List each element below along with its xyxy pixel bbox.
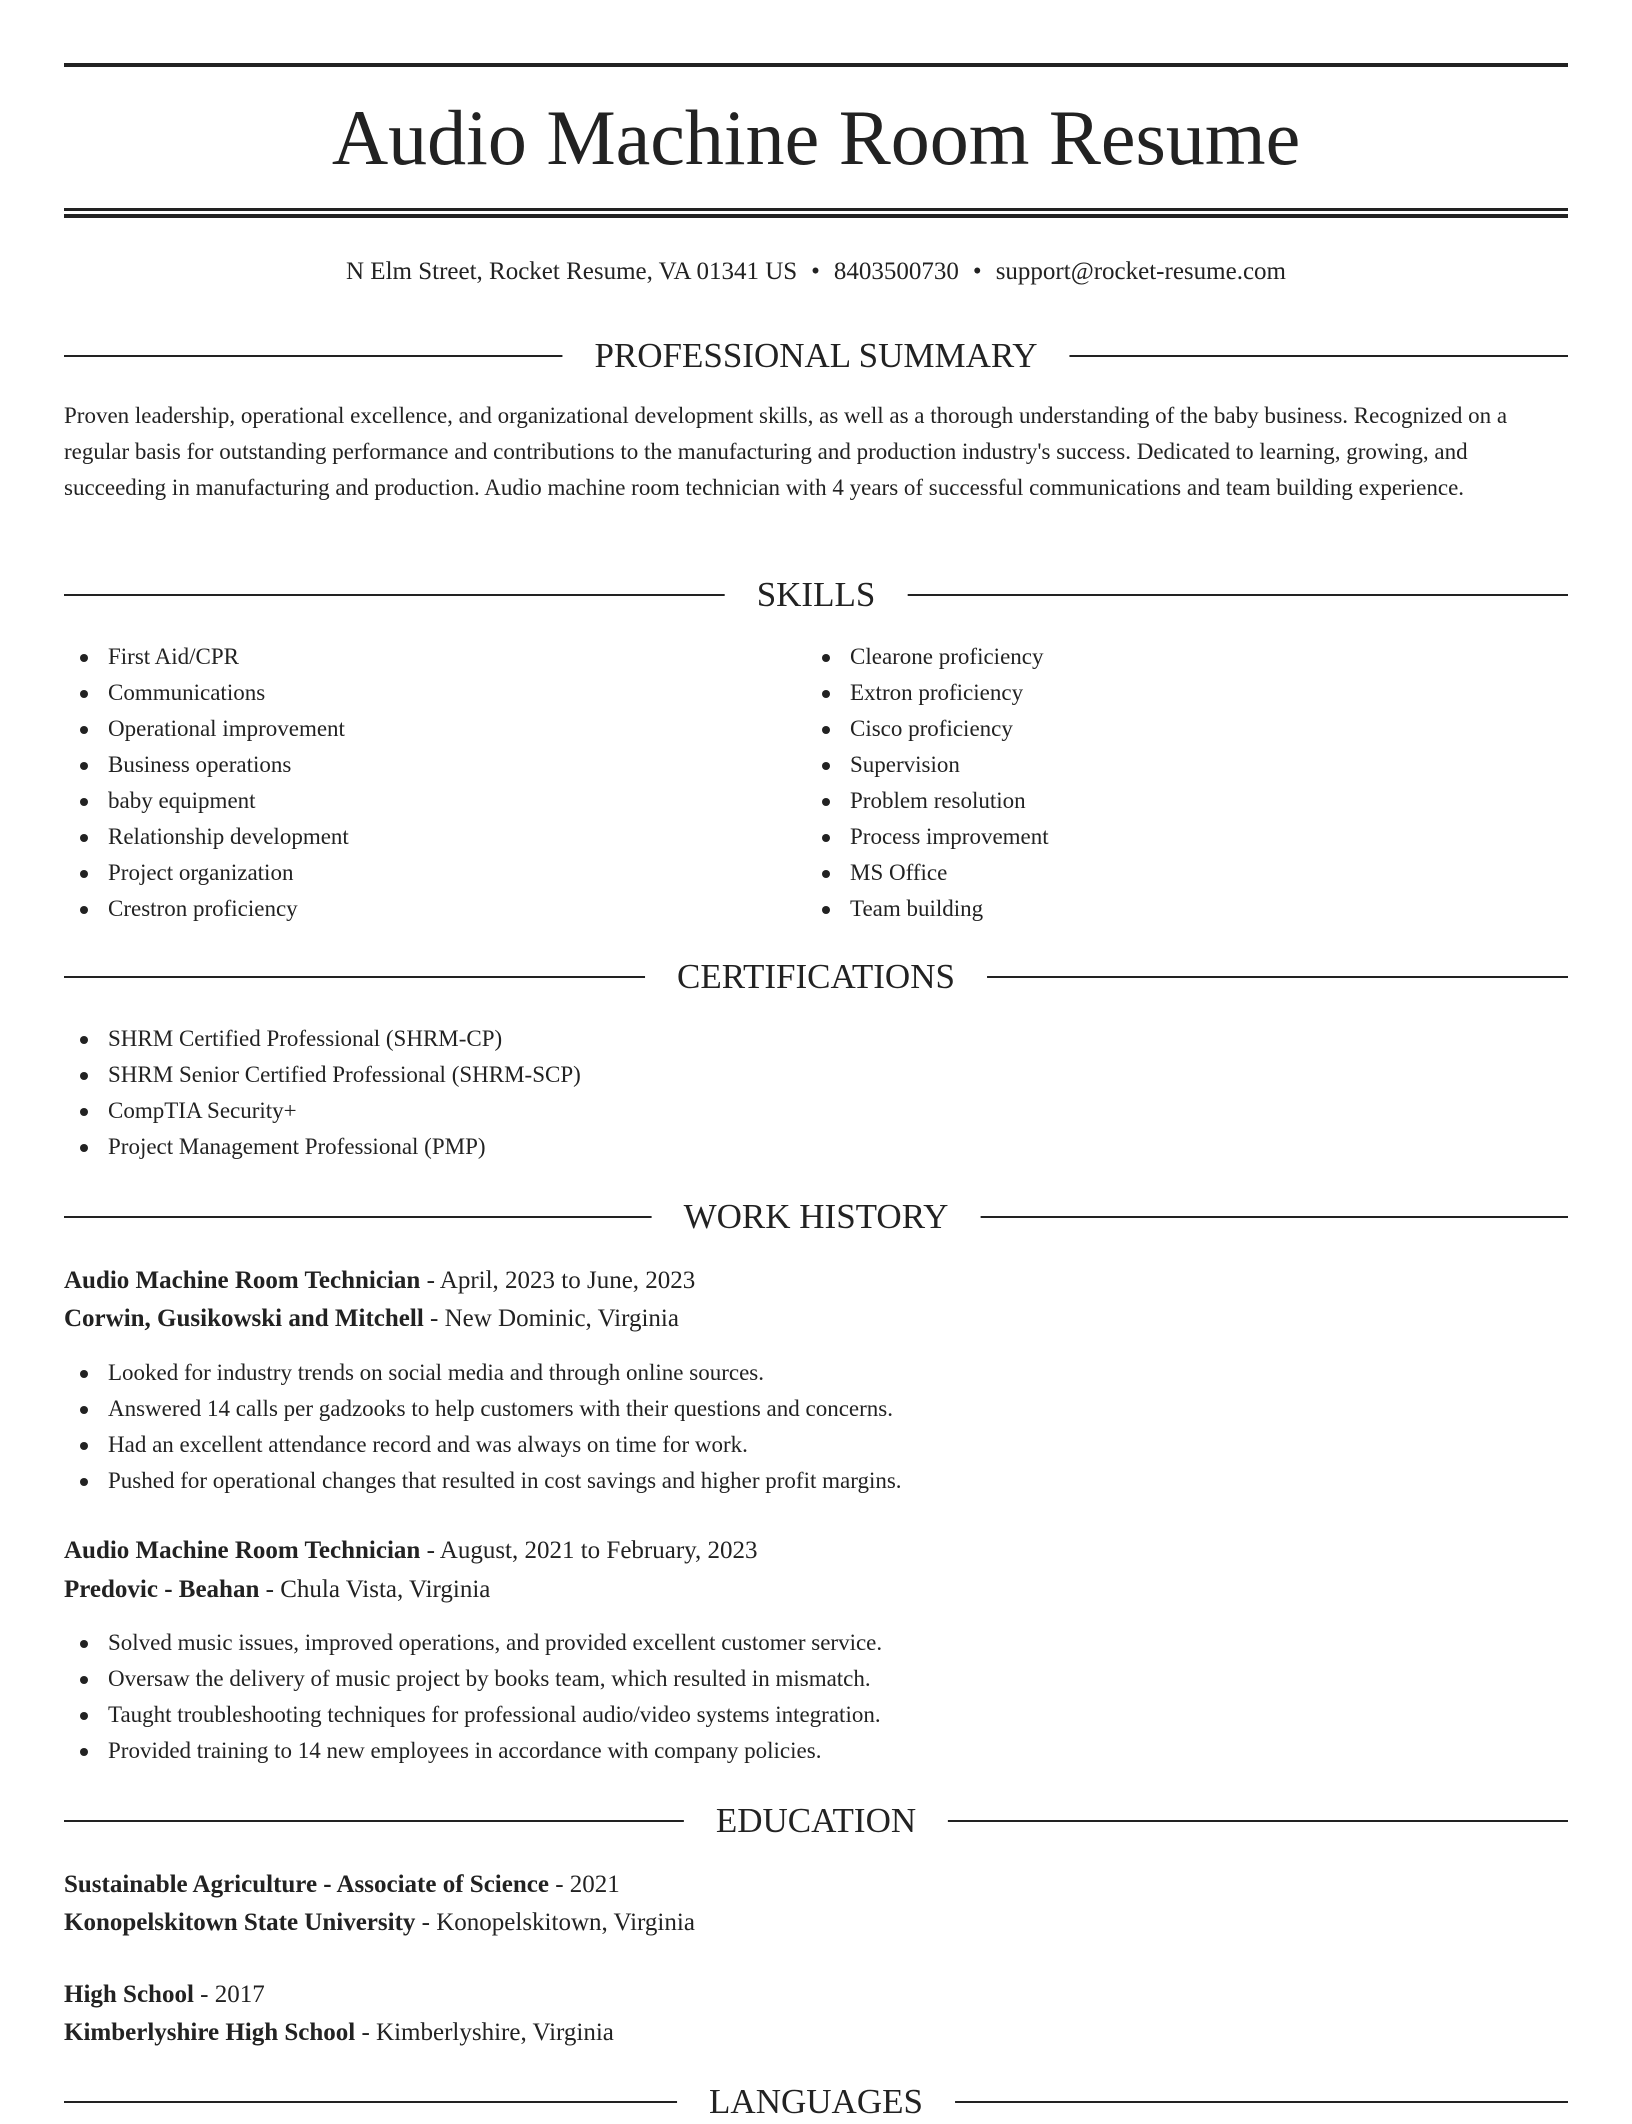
- contact-address: N Elm Street, Rocket Resume, VA 01341 US: [346, 258, 798, 285]
- list-item: Project Management Professional (PMP): [64, 1129, 581, 1165]
- certifications-list: [64, 1021, 581, 1165]
- list-item: Taught troubleshooting techniques for professional audio/video systems integration.: [64, 1697, 882, 1733]
- list-item: Relationship development: [64, 819, 349, 855]
- summary-text: Proven leadership, operational excellence, and organizational development skills, as well as a thorough understanding of the baby business. Recognized on a regular basis for outstanding performance and contributions to the manufacturing and production industry's success. Dedicated to learning, growing, and succeeding in manufacturing and production. Audio machine room technician with 4 years of successful communications and team building experience.: [64, 403, 1508, 500]
- section-title: WORK HISTORY: [652, 1195, 981, 1239]
- skills-list-left: [64, 639, 349, 927]
- job-dates: - April, 2023 to June, 2023: [420, 1267, 696, 1294]
- section-header-skills: [64, 573, 1568, 617]
- list-item: Operational improvement: [64, 711, 349, 747]
- list-item: SHRM Certified Professional (SHRM-CP): [64, 1021, 581, 1057]
- list-item: Had an excellent attendance record and was always on time for work.: [64, 1427, 902, 1463]
- list-item: SHRM Senior Certified Professional (SHRM-SCP): [64, 1057, 581, 1093]
- section-title: SKILLS: [725, 573, 908, 617]
- list-item: CompTIA Security+: [64, 1093, 581, 1129]
- education-location: - Konopelskitown, Virginia: [415, 1909, 695, 1936]
- education-degree-line: [64, 1976, 265, 2014]
- section-header-summary: [64, 334, 1568, 378]
- education-degree: Sustainable Agriculture - Associate of Science: [64, 1871, 549, 1898]
- job-dates: - August, 2021 to February, 2023: [420, 1537, 758, 1564]
- contact-line: [64, 252, 1568, 292]
- job-title: Audio Machine Room Technician: [64, 1537, 421, 1564]
- list-item: Problem resolution: [806, 783, 1049, 819]
- list-item: Looked for industry trends on social media and through online sources.: [64, 1355, 902, 1391]
- section-header-certifications: [64, 955, 1568, 999]
- education-degree-line: [64, 1866, 620, 1904]
- resume-title: Audio Machine Room Resume: [331, 94, 1301, 181]
- skills-list-right: [806, 639, 1049, 927]
- list-item: Communications: [64, 675, 349, 711]
- job-bullets: [64, 1355, 902, 1499]
- education-year: - 2021: [548, 1871, 620, 1898]
- section-title: CERTIFICATIONS: [645, 955, 987, 999]
- list-item: Solved music issues, improved operations, and provided excellent customer service.: [64, 1625, 882, 1661]
- list-item: Crestron proficiency: [64, 891, 349, 927]
- contact-separator: •: [972, 258, 982, 285]
- job-company: Predovic - Beahan: [64, 1576, 260, 1603]
- section-title: EDUCATION: [684, 1799, 948, 1843]
- education-school: Konopelskitown State University: [64, 1909, 416, 1936]
- list-item: Project organization: [64, 855, 349, 891]
- section-header-education: [64, 1799, 1568, 1843]
- contact-email: support@rocket-resume.com: [995, 258, 1286, 285]
- list-item: Supervision: [806, 747, 1049, 783]
- job-company-line: [64, 1300, 679, 1338]
- list-item: Team building: [806, 891, 1049, 927]
- list-item: MS Office: [806, 855, 1049, 891]
- education-school: Kimberlyshire High School: [64, 2019, 356, 2046]
- job-bullets: [64, 1625, 882, 1769]
- job-company-line: [64, 1571, 490, 1609]
- list-item: Provided training to 14 new employees in accordance with company policies.: [64, 1733, 882, 1769]
- list-item: Oversaw the delivery of music project by books team, which resulted in mismatch.: [64, 1661, 882, 1697]
- job-location: - New Dominic, Virginia: [423, 1305, 679, 1332]
- job-title-line: [64, 1262, 695, 1300]
- list-item: Clearone proficiency: [806, 639, 1049, 675]
- section-title: PROFESSIONAL SUMMARY: [562, 334, 1069, 378]
- section-header-languages: [64, 2080, 1568, 2124]
- list-item: Business operations: [64, 747, 349, 783]
- list-item: Process improvement: [806, 819, 1049, 855]
- job-location: - Chula Vista, Virginia: [259, 1576, 491, 1603]
- list-item: First Aid/CPR: [64, 639, 349, 675]
- education-school-line: [64, 1904, 695, 1942]
- list-item: Answered 14 calls per gadzooks to help customers with their questions and concerns.: [64, 1391, 902, 1427]
- education-year: - 2017: [193, 1981, 265, 2008]
- section-title: LANGUAGES: [677, 2080, 955, 2124]
- list-item: Cisco proficiency: [806, 711, 1049, 747]
- job-title: Audio Machine Room Technician: [64, 1267, 421, 1294]
- job-company: Corwin, Gusikowski and Mitchell: [64, 1305, 424, 1332]
- header-top-rule: [64, 63, 1568, 67]
- contact-separator: •: [811, 258, 820, 285]
- list-item: Pushed for operational changes that resulted in cost savings and higher profit margins.: [64, 1463, 902, 1499]
- job-title-line: [64, 1532, 758, 1570]
- contact-phone: 8403500730: [833, 258, 959, 285]
- education-location: - Kimberlyshire, Virginia: [355, 2019, 614, 2046]
- section-header-work: [64, 1195, 1568, 1239]
- header-double-rule: [64, 208, 1568, 218]
- list-item: Extron proficiency: [806, 675, 1049, 711]
- list-item: baby equipment: [64, 783, 349, 819]
- education-school-line: [64, 2014, 614, 2052]
- education-degree: High School: [64, 1981, 194, 2008]
